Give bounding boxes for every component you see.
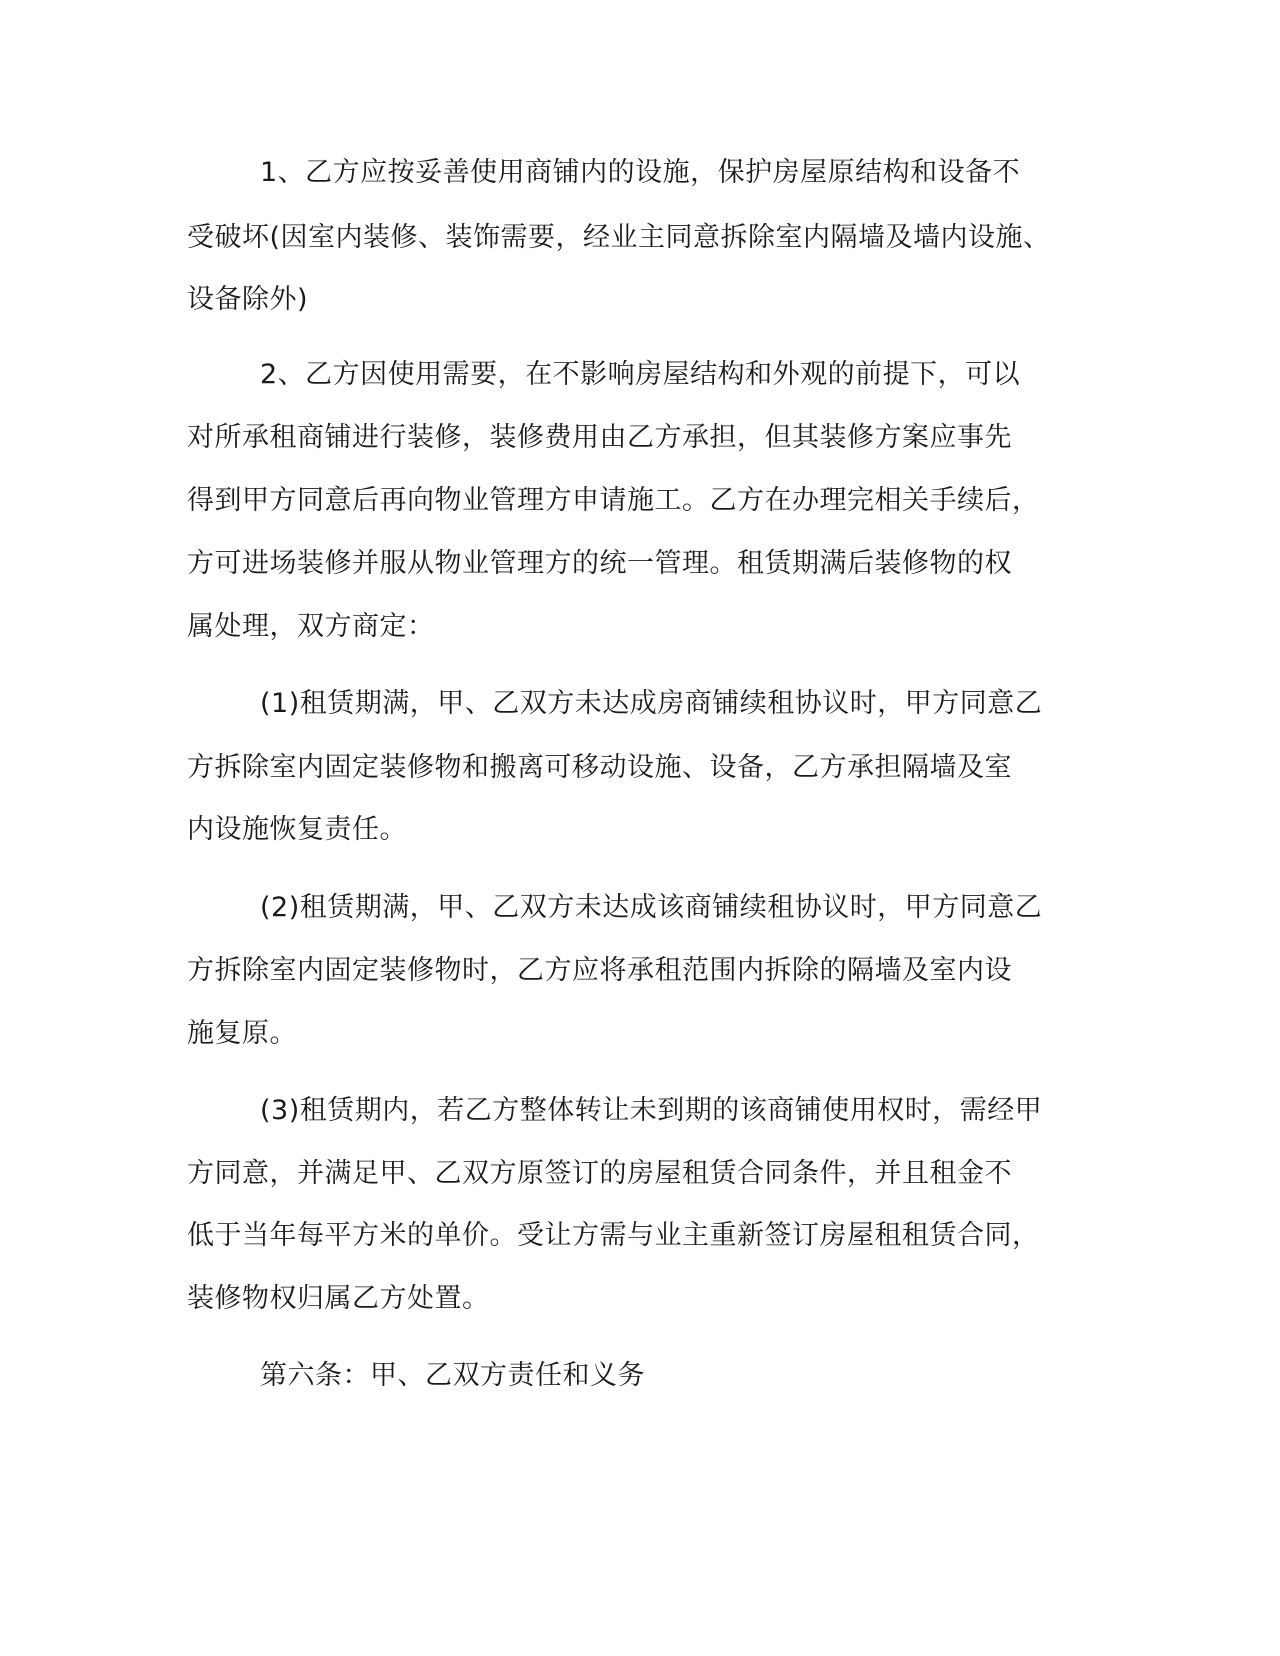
subclause-1-line-2: 方拆除室内固定装修物和搬离可移动设施、设备，乙方承担隔墙及室 (187, 752, 1012, 783)
clause-2-line-5: 属处理，双方商定： (187, 611, 435, 642)
subclause-3-line-3: 低于当年每平方米的单价。受让方需与业主重新签订房屋租租赁合同， (187, 1220, 1040, 1251)
clause-2-line-1: 2、乙方因使用需要，在不影响房屋结构和外观的前提下，可以 (260, 359, 1021, 390)
clause-2-line-2: 对所承租商铺进行装修，装修费用由乙方承担，但其装修方案应事先 (187, 422, 1012, 453)
subclause-3-line-4: 装修物权归属乙方处置。 (187, 1283, 490, 1314)
subclause-2-line-3: 施复原。 (187, 1018, 297, 1049)
subclause-3-line-2: 方同意，并满足甲、乙双方原签订的房屋租赁合同条件，并且租金不 (187, 1158, 1012, 1189)
article-6-heading: 第六条：甲、乙双方责任和义务 (260, 1360, 645, 1391)
subclause-2-line-1: (2)租赁期满，甲、乙双方未达成该商铺续租协议时，甲方同意乙 (260, 892, 1043, 923)
clause-2-line-3: 得到甲方同意后再向物业管理方申请施工。乙方在办理完相关手续后， (187, 485, 1040, 516)
subclause-2-line-2: 方拆除室内固定装修物时，乙方应将承租范围内拆除的隔墙及室内设 (187, 955, 1012, 986)
subclause-3-line-1: (3)租赁期内，若乙方整体转让未到期的该商铺使用权时，需经甲 (260, 1095, 1043, 1126)
clause-1-line-2: 受破坏(因室内装修、装饰需要，经业主同意拆除室内隔墙及墙内设施、 (187, 222, 1051, 253)
subclause-1-line-3: 内设施恢复责任。 (187, 814, 407, 845)
clause-1-line-1: 1、乙方应按妥善使用商铺内的设施，保护房屋原结构和设备不 (260, 157, 1021, 188)
clause-1-line-3: 设备除外) (187, 284, 309, 315)
clause-2-line-4: 方可进场装修并服从物业管理方的统一管理。租赁期满后装修物的权 (187, 548, 1012, 579)
subclause-1-line-1: (1)租赁期满，甲、乙双方未达成房商铺续租协议时，甲方同意乙 (260, 688, 1043, 719)
